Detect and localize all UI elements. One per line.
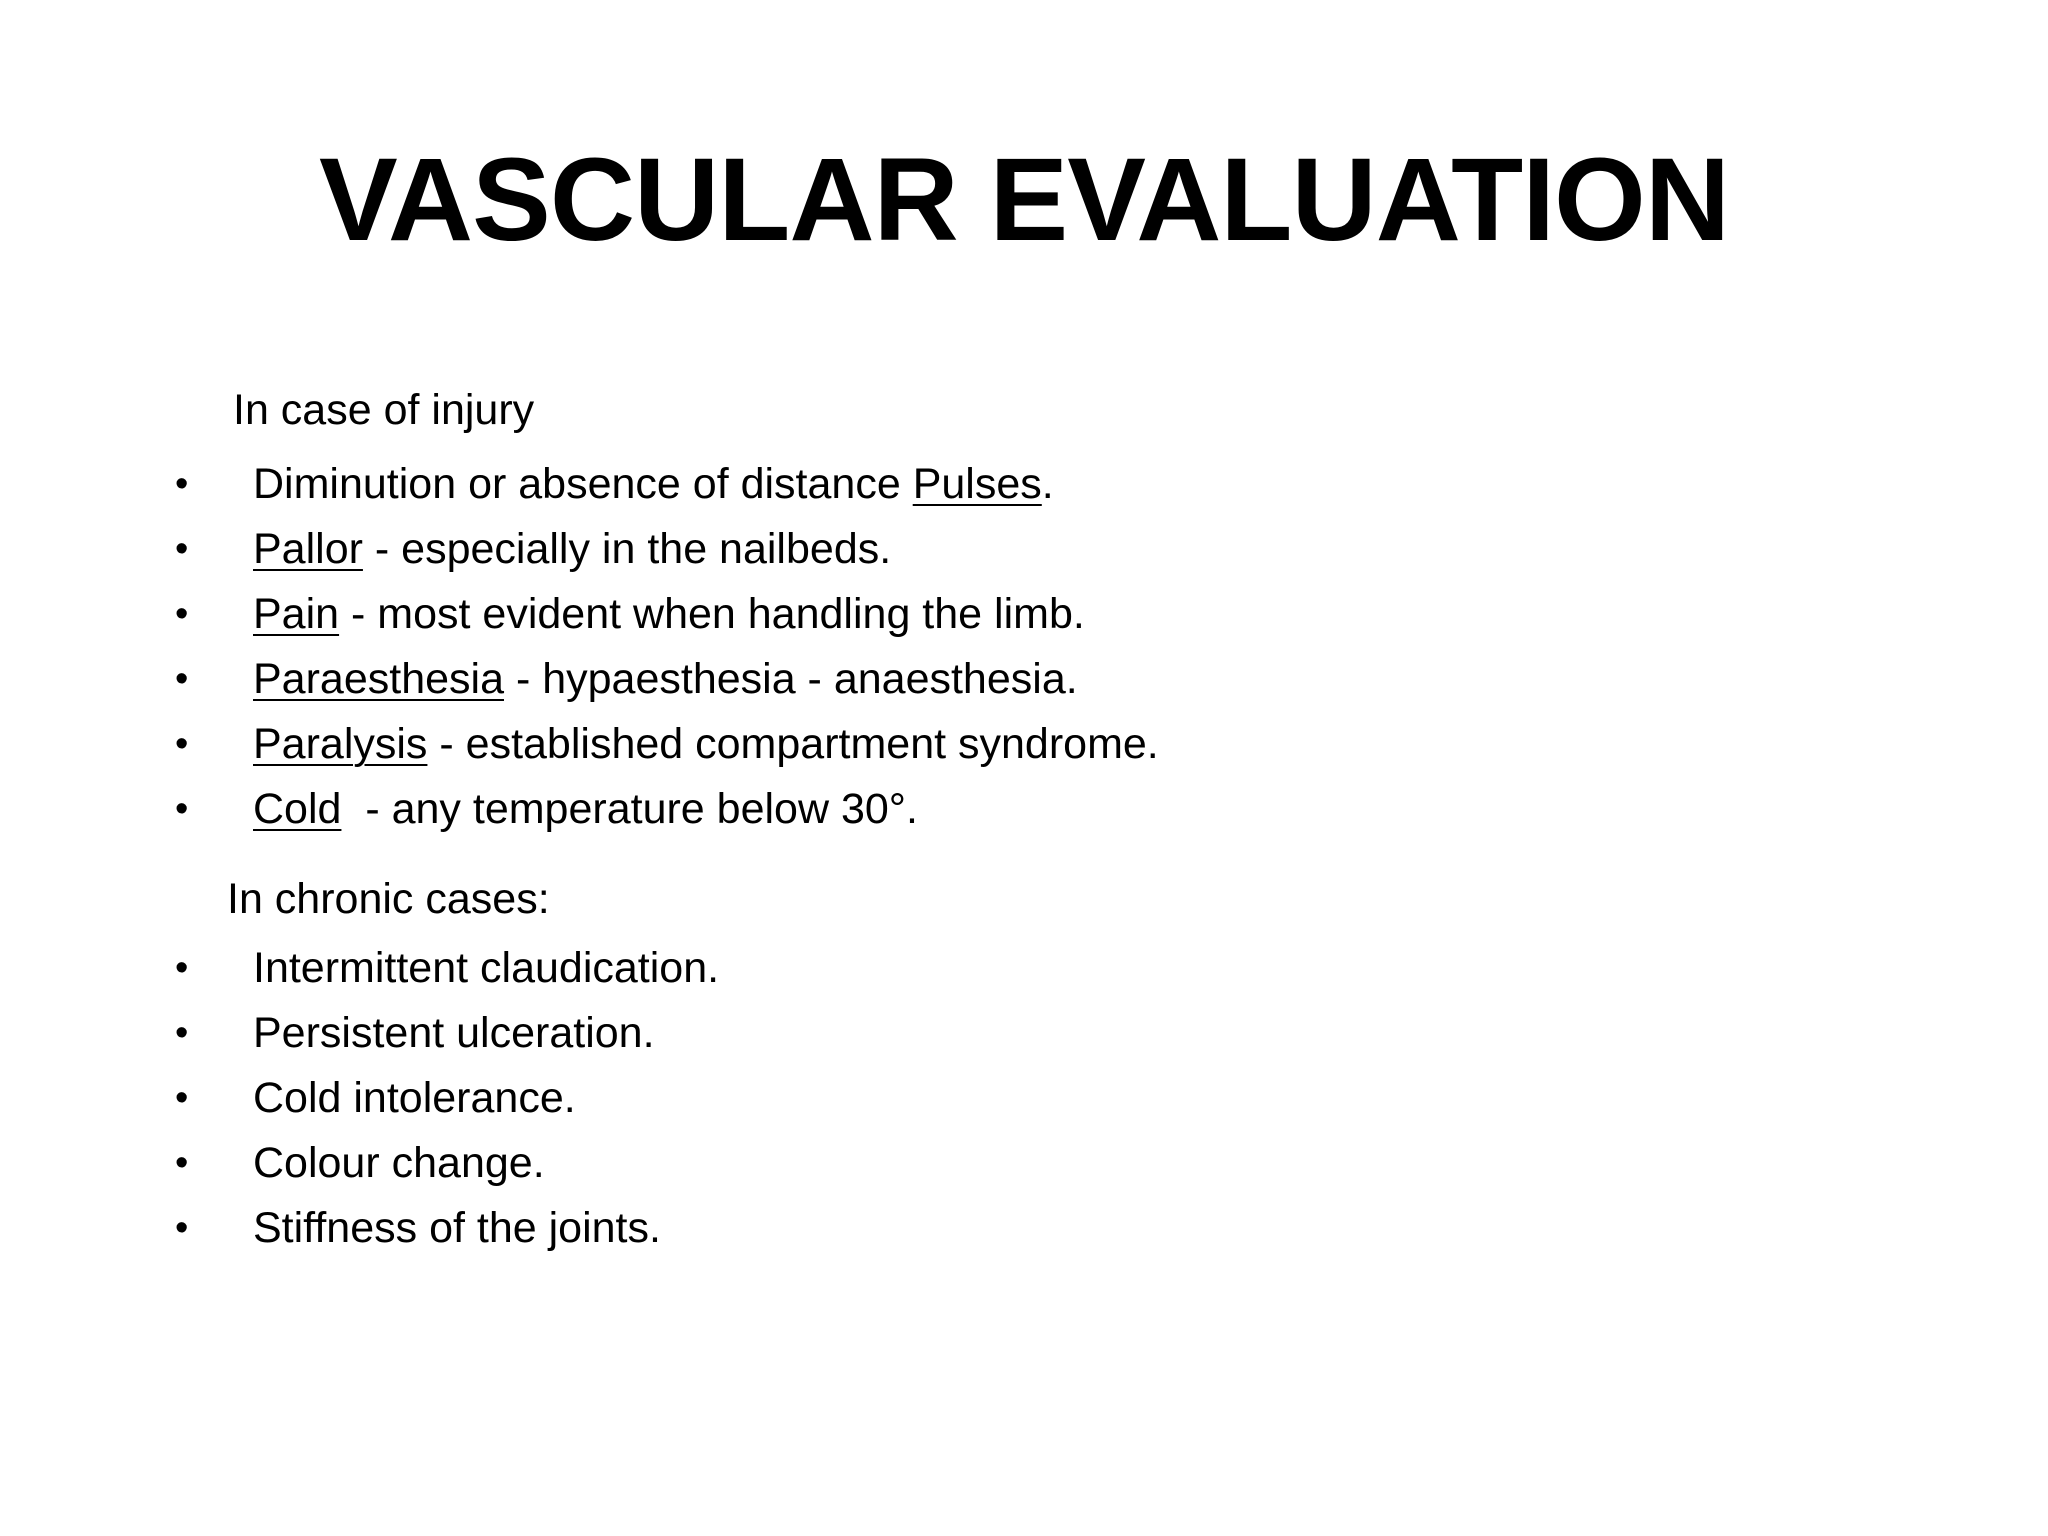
list-item-text: Intermittent claudication. bbox=[253, 944, 720, 992]
bullet-icon: • bbox=[175, 1207, 189, 1249]
list-item-text: Persistent ulceration. bbox=[253, 1009, 655, 1057]
bullet-icon: • bbox=[175, 528, 189, 570]
list-item-text: Colour change. bbox=[253, 1139, 545, 1187]
list-item-rest: . bbox=[1041, 460, 1054, 508]
list-item-term: Pallor bbox=[253, 525, 363, 573]
list-item-rest: - especially in the nailbeds. bbox=[362, 525, 892, 573]
list-item-term: Pain bbox=[253, 590, 340, 638]
bullet-icon: • bbox=[175, 658, 189, 700]
list-item-text bbox=[253, 588, 1085, 640]
list-item-text: Stiffness of the joints. bbox=[253, 1204, 661, 1252]
bullet-icon: • bbox=[175, 463, 189, 505]
list-item-term: Paraesthesia bbox=[253, 655, 504, 703]
list-item-rest: - hypaesthesia - anaesthesia. bbox=[504, 655, 1078, 703]
list-item-rest: - any temperature below 30°. bbox=[341, 785, 918, 833]
list-item-text bbox=[253, 653, 1078, 705]
bullet-icon: • bbox=[175, 1012, 189, 1054]
bullet-icon: • bbox=[175, 1077, 189, 1119]
section-heading-injury: In case of injury bbox=[233, 386, 535, 434]
list-item-text bbox=[253, 458, 1054, 510]
list-item-rest: - most evident when handling the limb. bbox=[339, 590, 1085, 638]
list-item-prefix: Diminution or absence of distance bbox=[253, 460, 913, 508]
list-item-text bbox=[253, 523, 891, 575]
list-item-text bbox=[253, 783, 918, 835]
bullet-icon: • bbox=[175, 947, 189, 989]
list-item-term: Cold bbox=[253, 785, 342, 833]
slide-title: VASCULAR EVALUATION bbox=[318, 134, 1730, 266]
list-item-term: Paralysis bbox=[253, 720, 428, 768]
bullet-icon: • bbox=[175, 1142, 189, 1184]
section-heading-chronic: In chronic cases: bbox=[227, 875, 550, 923]
list-item-text bbox=[253, 718, 1159, 770]
list-item-text: Cold intolerance. bbox=[253, 1074, 576, 1122]
list-item-rest: - established compartment syndrome. bbox=[427, 720, 1159, 768]
list-item-term: Pulses bbox=[912, 460, 1042, 508]
bullet-icon: • bbox=[175, 593, 189, 635]
bullet-icon: • bbox=[175, 788, 189, 830]
bullet-icon: • bbox=[175, 723, 189, 765]
